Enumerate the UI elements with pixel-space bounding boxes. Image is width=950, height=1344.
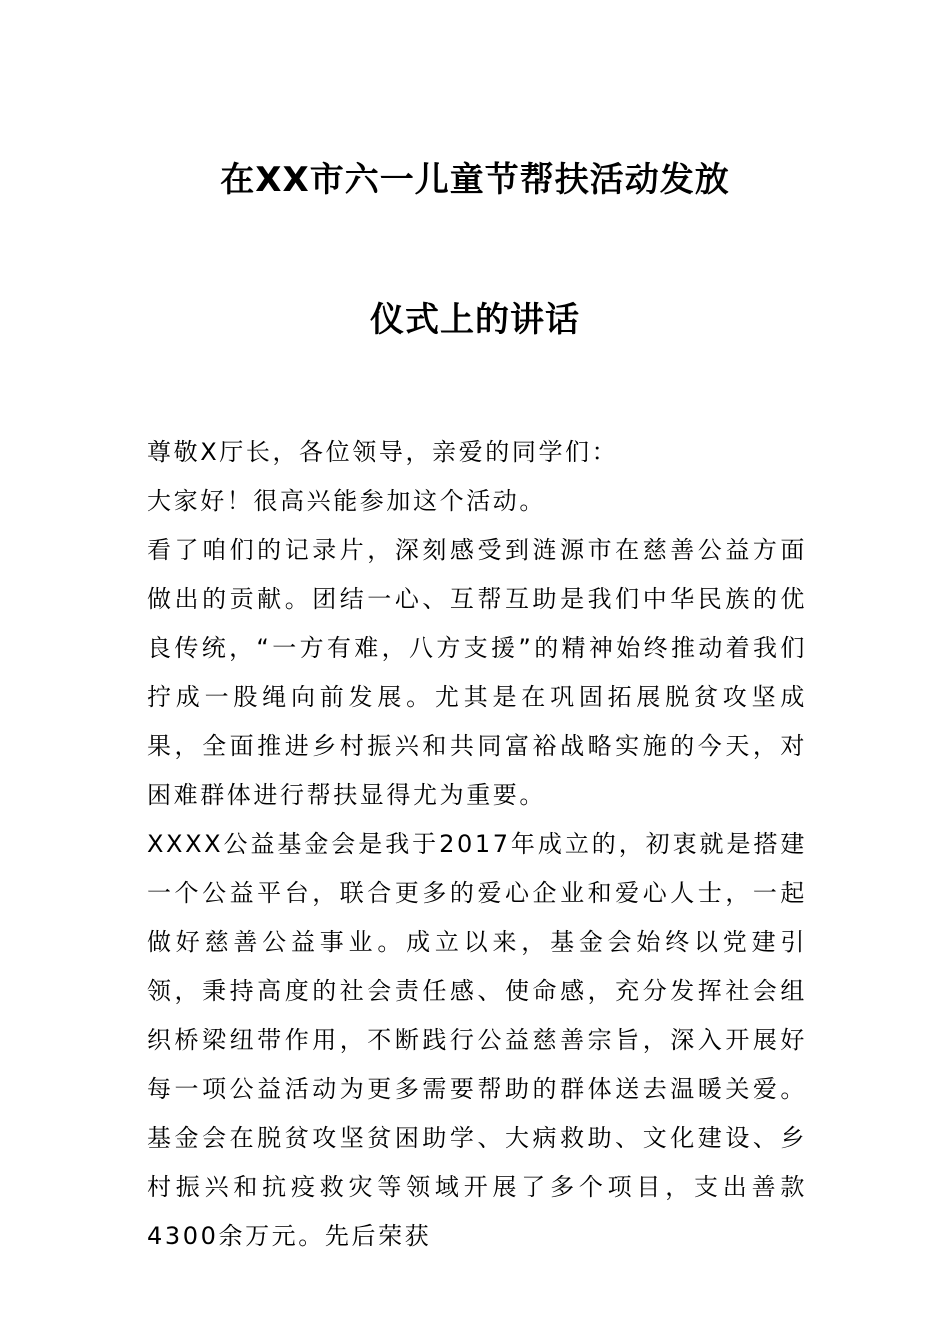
document-body xyxy=(147,428,807,1261)
document-title-line-1: 在XX市六一儿童节帮扶活动发放 xyxy=(220,160,730,200)
body-paragraph: 看了咱们的记录片，深刻感受到涟源市在慈善公益方面做出的贡献。团结一心、互帮互助是我们中华民族的优良传统，“一方有难，八方支援”的精神始终推动着我们拧成一股绳向前发展。尤其是在巩固拓展脱贫攻坚成果，全面推进乡村振兴和共同富裕战略实施的今天，对困难群体进行帮扶显得尤为重要。 xyxy=(147,536,807,809)
greeting-paragraph: 大家好！很高兴能参加这个活动。 xyxy=(147,487,546,515)
salutation-paragraph: 尊敬X厅长，各位领导，亲爱的同学们： xyxy=(147,438,619,466)
document-title-line-2: 仪式上的讲话 xyxy=(370,300,580,340)
body-paragraph: XXXX公益基金会是我于2017年成立的，初衷就是搭建一个公益平台，联合更多的爱心企业和爱心人士，一起做好慈善公益事业。成立以来，基金会始终以党建引领，秉持高度的社会责任感、使命感，充分发挥社会组织桥梁纽带作用，不断践行公益慈善宗旨，深入开展好每一项公益活动为更多需要帮助的群体送去温暖关爱。基金会在脱贫攻坚贫困助学、大病救助、文化建设、乡村振兴和抗疫救灾等领域开展了多个项目，支出善款4300余万元。先后荣获 xyxy=(147,830,807,1250)
